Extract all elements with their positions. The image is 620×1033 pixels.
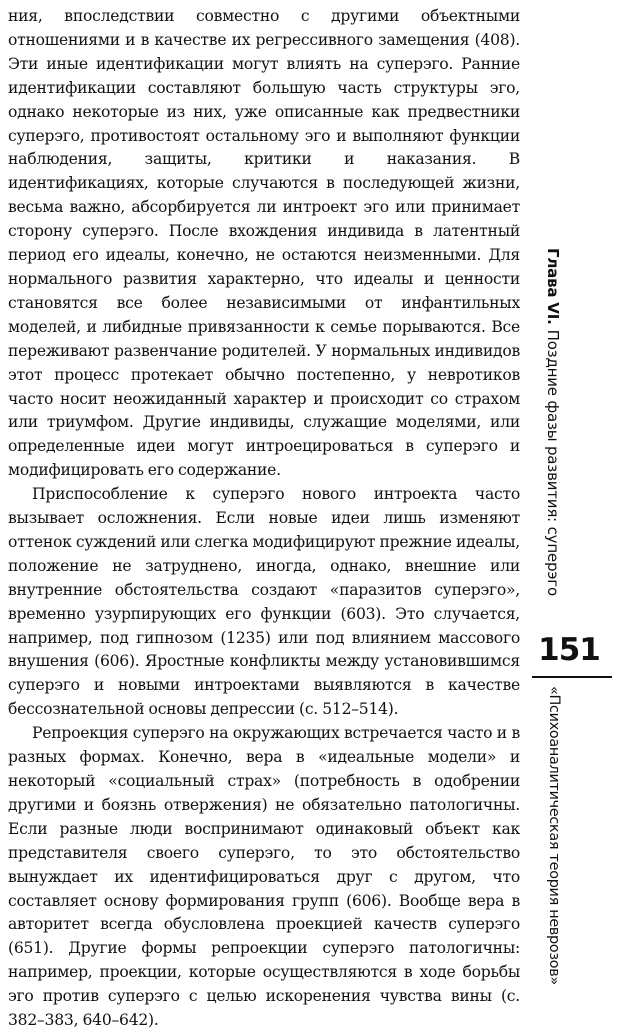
paragraph-continuation: ния, впоследствии совместно с другими объектными отношениями и в качестве их регрессивного замещения (408). Эти иные идентификации могут влиять на суперэго. Ранние идентификации составляют большую часть структуры эго, однако некоторые из них, уже описанные как предвестники суперэго, противостоят остальному эго и выполняют функции наблюдения, защиты, критики и наказания. В идентификациях, которые случаются в последующей жизни, весьма важно, абсорбируется ли интроект эго или принимает сторону суперэго. После вхождения индивида в латентный период его идеалы, конечно, не остаются неизменными. Для нормального развития характерно, что идеалы и ценности становятся все более независимыми от инфантильных моделей, и либидные привязанности к семье порываются. Все переживают развенчание родителей. У нормальных индивидов этот процесс протекает обычно постепенно, у невротиков часто носит неожиданный характер и происходит со страхом или триумфом. Другие индивиды, служащие моделями, или определенные идеи могут интроецироваться в суперэго и модифицировать его содержание. bbox=[8, 7, 520, 480]
chapter-label: Глава VI. bbox=[544, 248, 562, 330]
page-number-rule bbox=[532, 676, 612, 678]
chapter-title: Поздние фазы развития: суперэго bbox=[544, 329, 562, 596]
running-head bbox=[542, 248, 562, 628]
book-title: «Психоаналитическая теория неврозов» bbox=[546, 686, 562, 985]
body-text bbox=[8, 5, 520, 1033]
page-sidebar bbox=[526, 0, 620, 997]
paragraph-superego-reprojection: Репроекция суперэго на окружающих встречается часто и в разных формах. Конечно, вера в «идеальные модели» и некоторый «социальный страх» (потребность в одобрении другими и боязнь отвержения) не обязательно патологичны. Если разные люди воспринимают одинаковый объект как представителя своего суперэго, то это обстоятельство вынуждает их идентифицироваться друг с другом, что составляет основу формирования групп (606). Вообще вера в авторитет всегда обусловлена проекцией качеств суперэго (651). Другие формы репроекции суперэго патологичны: например, проекции, которые осуществляются в ходе борьбы эго против суперэго с целью искоренения чувства вины (с. 382–383, 640–642). bbox=[8, 724, 520, 1030]
page-number: 151 bbox=[538, 632, 600, 668]
paragraph-superego-adaptation: Приспособление к суперэго нового интроекта часто вызывает осложнения. Если новые идеи лишь изменяют оттенок суждений или слегка модифицируют прежние идеалы, положение не затруднено, иногда, однако, внешние или внутренние обстоятельства создают «паразитов суперэго», временно узурпирующих его функции (603). Это случается, например, под гипнозом (1235) или под влиянием массового внушения (606). Яростные конфликты между установившимся суперэго и новыми интроектами выявляются в качестве бессознательной основы депрессии (с. 512–514). bbox=[8, 485, 520, 719]
